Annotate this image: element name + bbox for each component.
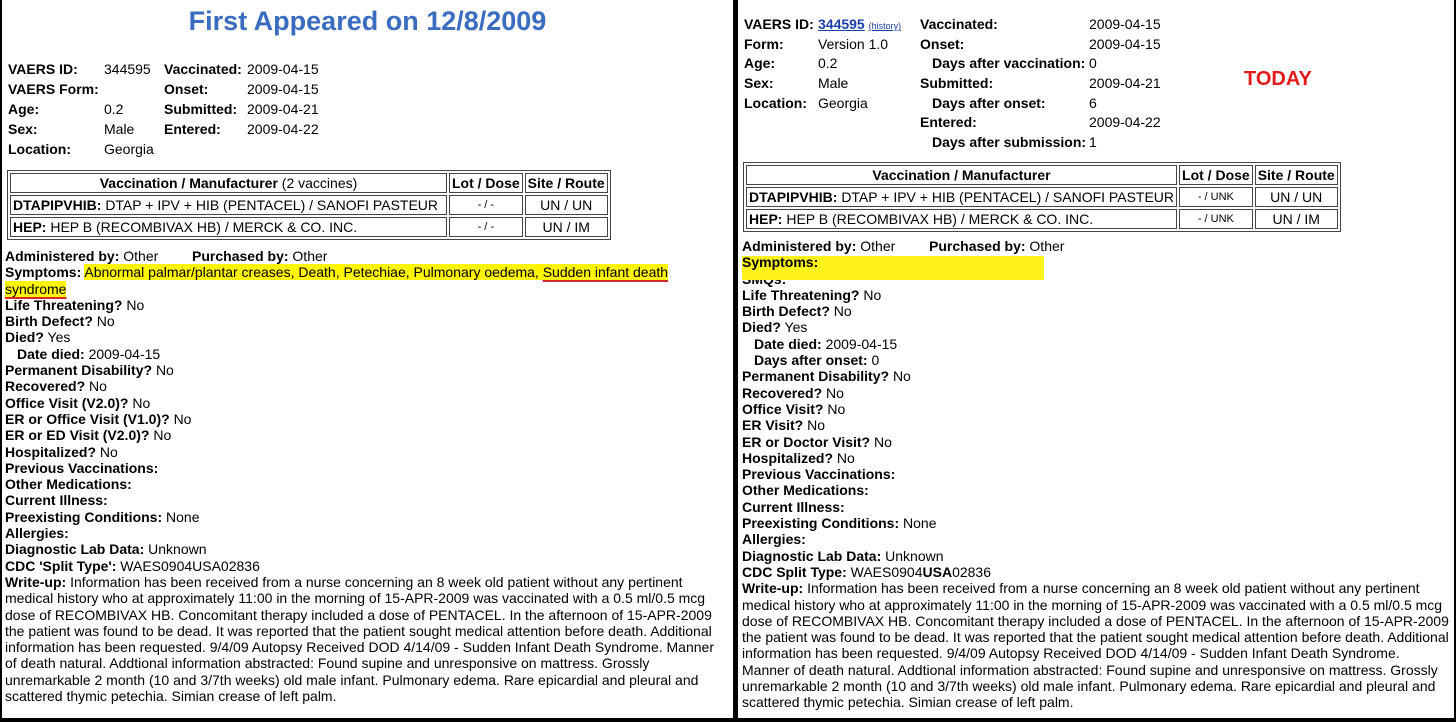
field-value: WAES0904USA02836	[120, 557, 260, 574]
field-row	[5, 476, 729, 492]
submitted-label: Submitted:	[920, 75, 994, 91]
vaccine-cell: DTAPIPVHIB: DTAP + IPV + HIB (PENTACEL) / SANOFI PASTEUR	[746, 187, 1177, 207]
field-row	[742, 417, 1450, 433]
field-label: ER Visit?	[742, 417, 804, 434]
site-cell: UN / IM	[525, 217, 608, 237]
site-route-header: Site / Route	[1255, 165, 1338, 185]
field-label: Allergies:	[742, 531, 806, 548]
location-label: Location:	[744, 95, 807, 111]
sex-label: Sex:	[744, 75, 774, 91]
vaccination-header: Vaccination / Manufacturer (2 vaccines)	[10, 173, 447, 193]
field-row	[742, 352, 1450, 368]
writeup-row: Write-up: Information has been received from a nurse concerning an 8 week old patient without any pertinent medical history who at approximately 11:00 in the morning of 15-APR-2009 was vaccinated with a 0.5 ml/0.5 mcg dose of RECOMBIVAX HB. Concomitant therapy included a dose of PENTACEL. In the afternoon of 15-APR-2009 the patient was found to be dead. It was reported that the patient sought medical attention before death. Additional information has been requested. 9/4/09 Autopsy Received DOD 4/14/09 - Sudden Infant Death Syndrome. Manner of death natural. Addtional information abstracted: Found supine and unresponsive on mattress. Grossly unremarkable 2 month (10 and 3/7th weeks) old male infant. Pulmonary edema. Rare epicardial and pleural and scattered thymic petechia. Simian crease of left palm.	[742, 580, 1449, 711]
lot-cell: - / UNK	[1179, 209, 1253, 229]
vaccine-count: (2 vaccines)	[281, 175, 358, 191]
form-value: Version 1.0	[818, 36, 889, 52]
field-value: No	[836, 449, 855, 466]
field-row	[5, 395, 729, 411]
lot-cell: - / UNK	[1179, 187, 1253, 207]
entered-value: 2009-04-22	[247, 121, 319, 137]
field-label: Recovered?	[5, 378, 86, 395]
field-row	[5, 541, 729, 557]
form-label: Form:	[744, 36, 784, 52]
field-label: Previous Vaccinations:	[742, 466, 896, 483]
today-label: TODAY	[1244, 68, 1312, 90]
field-value: No	[132, 394, 151, 411]
submitted-value: 2009-04-21	[247, 101, 319, 117]
field-list	[742, 271, 1450, 564]
field-value: None	[166, 508, 200, 525]
field-label: Preexisting Conditions:	[742, 515, 900, 532]
field-label: CDC 'Split Type':	[5, 557, 117, 574]
field-value: No	[827, 400, 846, 417]
field-row	[742, 450, 1450, 466]
symptoms-highlight: Abnormal palmar/plantar creases, Death, Petechiae, Pulmonary oedema,	[84, 264, 543, 281]
vaers-id-group	[818, 14, 901, 36]
age-label: Age:	[744, 55, 776, 71]
field-row	[5, 378, 729, 394]
table-header-row	[746, 165, 1338, 185]
field-label: Other Medications:	[5, 476, 132, 493]
administered-row: Administered by: Other Purchased by: Other	[5, 248, 328, 264]
entered-label: Entered:	[920, 114, 977, 130]
sids-underlined: Sudden infant death	[542, 264, 669, 281]
field-row	[5, 460, 729, 476]
field-label: Other Medications:	[742, 482, 869, 499]
field-row	[5, 492, 729, 508]
field-label: Died?	[5, 329, 44, 346]
field-value: Unknown	[148, 541, 207, 558]
field-label: ER or ED Visit (V2.0)?	[5, 427, 150, 444]
lot-dose-header: Lot / Dose	[1179, 165, 1253, 185]
table-row	[10, 217, 608, 237]
report-body	[5, 248, 729, 704]
field-value: No	[826, 384, 844, 401]
field-value: No	[89, 378, 107, 395]
field-value: Yes	[784, 319, 808, 336]
location-label: Location:	[8, 141, 71, 157]
field-row	[5, 411, 729, 427]
field-label: Preexisting Conditions:	[5, 508, 163, 525]
field-label: Permanent Disability?	[742, 368, 890, 385]
field-row	[742, 336, 1450, 352]
age-value: 0.2	[104, 101, 124, 117]
vaccination-table	[743, 162, 1341, 232]
field-value: No	[807, 417, 825, 434]
site-route-header: Site / Route	[525, 173, 608, 193]
field-label: Diagnostic Lab Data:	[5, 541, 145, 558]
field-value: No	[96, 313, 115, 330]
lot-dose-header: Lot / Dose	[449, 173, 523, 193]
symptoms-label: Symptoms:	[742, 254, 819, 271]
field-label: Office Visit?	[742, 400, 824, 417]
field-label: Hospitalized?	[742, 449, 834, 466]
entered-value: 2009-04-22	[1089, 114, 1161, 130]
table-row	[746, 187, 1338, 207]
field-value: 0	[871, 352, 880, 369]
vaccination-table	[7, 170, 611, 240]
days-after-onset-value: 6	[1089, 95, 1097, 111]
field-value: None	[903, 515, 937, 532]
field-label: Days after onset:	[754, 352, 868, 369]
field-value: Unknown	[885, 547, 944, 564]
lot-cell: - / -	[449, 217, 523, 237]
days-after-submission-label: Days after submission:	[932, 134, 1087, 150]
field-row	[742, 548, 1450, 564]
writeup-row: Write-up: Information has been received from a nurse concerning an 8 week old patient without any pertinent medical history who at approximately 11:00 in the morning of 15-APR-2009 was vaccinated with a 0.5 ml/0.5 mcg dose of RECOMBIVAX HB. Concomitant therapy included a dose of PENTACEL. In the afternoon of 15-APR-2009 the patient was found to be dead. It was reported that the patient sought medical attention before death. Additional information has been requested. 9/4/09 Autopsy Received DOD 4/14/09 - Sudden Infant Death Syndrome. Manner of death natural. Addtional information abstracted: Found supine and unresponsive on mattress. Grossly unremarkable 2 month (10 and 3/7th weeks) old male infant. Pulmonary edema. Rare epicardial and pleural and scattered thymic petechia. Simian crease of left palm.	[5, 573, 714, 705]
vaccine-cell: DTAPIPVHIB: DTAP + IPV + HIB (PENTACEL) / SANOFI PASTEUR	[10, 195, 447, 215]
field-row	[742, 466, 1450, 482]
field-row	[742, 531, 1450, 547]
field-row	[5, 313, 729, 329]
vaccine-cell: HEP: HEP B (RECOMBIVAX HB) / MERCK & CO. INC.	[746, 209, 1177, 229]
table-row	[746, 209, 1338, 229]
field-label: Diagnostic Lab Data:	[742, 547, 882, 564]
field-label: Current Illness:	[742, 498, 845, 515]
vaers-id-value: 344595	[104, 61, 151, 77]
field-list	[5, 297, 729, 574]
field-value: 2009-04-15	[825, 335, 898, 352]
field-label: Date died:	[754, 335, 822, 352]
onset-label: Onset:	[920, 36, 965, 52]
vaccinated-label: Vaccinated:	[164, 61, 242, 77]
field-value: No	[153, 427, 172, 444]
vaccine-cell: HEP: HEP B (RECOMBIVAX HB) / MERCK & CO. INC.	[10, 217, 447, 237]
field-row	[5, 558, 729, 574]
vaers-id-label: VAERS ID:	[8, 61, 78, 77]
field-label: Recovered?	[742, 384, 823, 401]
field-label: Life Threatening?	[742, 286, 860, 303]
field-row	[5, 362, 729, 378]
sex-value: Male	[104, 121, 135, 137]
onset-value: 2009-04-15	[247, 81, 319, 97]
history-link[interactable]: (history)	[868, 21, 902, 31]
field-row	[742, 401, 1450, 417]
field-row	[742, 482, 1450, 498]
vaccinated-value: 2009-04-15	[247, 61, 319, 77]
field-value: No	[892, 368, 911, 385]
field-row	[5, 525, 729, 541]
table-header-row	[10, 173, 608, 193]
field-value: Yes	[47, 329, 71, 346]
days-after-onset-label: Days after onset:	[932, 95, 1046, 111]
field-value: No	[873, 433, 892, 450]
field-value: No	[833, 303, 852, 320]
field-row	[742, 434, 1450, 450]
field-row	[742, 385, 1450, 401]
field-label: Life Threatening?	[5, 296, 123, 313]
field-value: No	[863, 286, 882, 303]
field-value: No	[126, 296, 145, 313]
field-label: ER or Doctor Visit?	[742, 433, 871, 450]
writeup-text: Information has been received from a nurse concerning an 8 week old patient without any pertinent medical history who at approximately 11:00 in the morning of 15-APR-2009 was vaccinated with a 0.5 ml/0.5 mcg dose of RECOMBIVAX HB. Concomitant therapy included a dose of PENTACEL. In the afternoon of 15-APR-2009 the patient was found to be dead. It was reported that the patient sought medical attention before death. Additional information has been requested. 9/4/09 Autopsy Received DOD 4/14/09 - Sudden Infant Death Syndrome. Manner of death natural. Addtional information abstracted: Found supine and unresponsive on mattress. Grossly unremarkable 2 month (10 and 3/7th weeks) old male infant. Pulmonary edema. Rare epicardial and pleural and scattered thymic petechia. Simian crease of left palm.	[5, 573, 714, 705]
field-value: 2009-04-15	[88, 345, 161, 362]
writeup-text: Information has been received from a nurse concerning an 8 week old patient without any pertinent medical history who at approximately 11:00 in the morning of 15-APR-2009 was vaccinated with a 0.5 ml/0.5 mcg dose of RECOMBIVAX HB. Concomitant therapy included a dose of PENTACEL. In the afternoon of 15-APR-2009 the patient was found to be dead. It was reported that the patient sought medical attention before death. Additional information has been requested. 9/4/09 Autopsy Received DOD 4/14/09 - Sudden Infant Death Syndrome. Manner of death natural. Addtional information abstracted: Found supine and unresponsive on mattress. Grossly unremarkable 2 month (10 and 3/7th weeks) old male infant. Pulmonary edema. Rare epicardial and pleural and scattered thymic petechia. Simian crease of left palm.	[742, 580, 1449, 711]
sex-label: Sex:	[8, 121, 38, 137]
field-label: Hospitalized?	[5, 443, 97, 460]
field-row	[742, 368, 1450, 384]
vaccinated-label: Vaccinated:	[920, 16, 998, 32]
days-after-submission-value: 1	[1089, 134, 1097, 150]
field-row	[742, 303, 1450, 319]
vaccination-header: Vaccination / Manufacturer	[746, 165, 1177, 185]
vaers-form-label: VAERS Form:	[8, 81, 99, 97]
location-value: Georgia	[818, 95, 868, 111]
field-row	[5, 509, 729, 525]
field-row	[5, 346, 729, 362]
submitted-value: 2009-04-21	[1089, 75, 1161, 91]
submitted-label: Submitted:	[164, 101, 238, 117]
entered-label: Entered:	[164, 121, 221, 137]
field-label: Date died:	[17, 345, 85, 362]
field-label: Current Illness:	[5, 492, 108, 509]
first-appeared-heading: First Appeared on 12/8/2009	[188, 6, 547, 36]
field-value: No	[99, 443, 118, 460]
field-value: No	[173, 410, 192, 427]
sex-value: Male	[818, 75, 849, 91]
field-label: Office Visit (V2.0)?	[5, 394, 129, 411]
days-after-vaccination-value: 0	[1089, 55, 1097, 71]
report-body	[742, 238, 1450, 711]
field-label: Allergies:	[5, 525, 69, 542]
field-row	[5, 297, 729, 313]
site-cell: UN / UN	[1255, 187, 1338, 207]
onset-label: Onset:	[164, 81, 209, 97]
days-after-vaccination-label: Days after vaccination:	[932, 55, 1086, 71]
vaccinated-value: 2009-04-15	[1089, 16, 1161, 32]
field-value: No	[155, 362, 174, 379]
field-row	[742, 515, 1450, 531]
split-type-row: CDC Split Type: WAES0904USA02836	[742, 563, 991, 580]
age-value: 0.2	[818, 55, 838, 71]
age-label: Age:	[8, 101, 40, 117]
site-cell: UN / IM	[1255, 209, 1338, 229]
lot-cell: - / -	[449, 195, 523, 215]
original-report-panel	[2, 0, 733, 718]
field-row	[742, 319, 1450, 335]
vaers-id-link[interactable]: 344595	[818, 16, 865, 32]
field-row	[5, 427, 729, 443]
field-row	[742, 287, 1450, 303]
symptoms-row	[742, 254, 1450, 270]
field-row	[5, 329, 729, 345]
field-label: Previous Vaccinations:	[5, 459, 159, 476]
location-value: Georgia	[104, 141, 154, 157]
onset-value: 2009-04-15	[1089, 36, 1161, 52]
vaers-id-label: VAERS ID:	[744, 16, 814, 32]
symptoms-row: Symptoms: Abnormal palmar/plantar creases, Death, Petechiae, Pulmonary oedema, Sudden infant death syndrome	[5, 264, 669, 297]
syndrome-underlined: syndrome	[5, 280, 67, 297]
administered-row: Administered by: Other Purchased by: Other	[742, 238, 1065, 254]
field-label: Birth Defect?	[742, 303, 830, 320]
site-cell: UN / UN	[525, 195, 608, 215]
field-label: Birth Defect?	[5, 313, 93, 330]
field-row	[742, 499, 1450, 515]
field-label: Died?	[742, 319, 781, 336]
table-row	[10, 195, 608, 215]
field-label: Permanent Disability?	[5, 362, 153, 379]
field-label: ER or Office Visit (V1.0)?	[5, 410, 170, 427]
field-row	[5, 444, 729, 460]
current-report-panel	[738, 0, 1454, 718]
